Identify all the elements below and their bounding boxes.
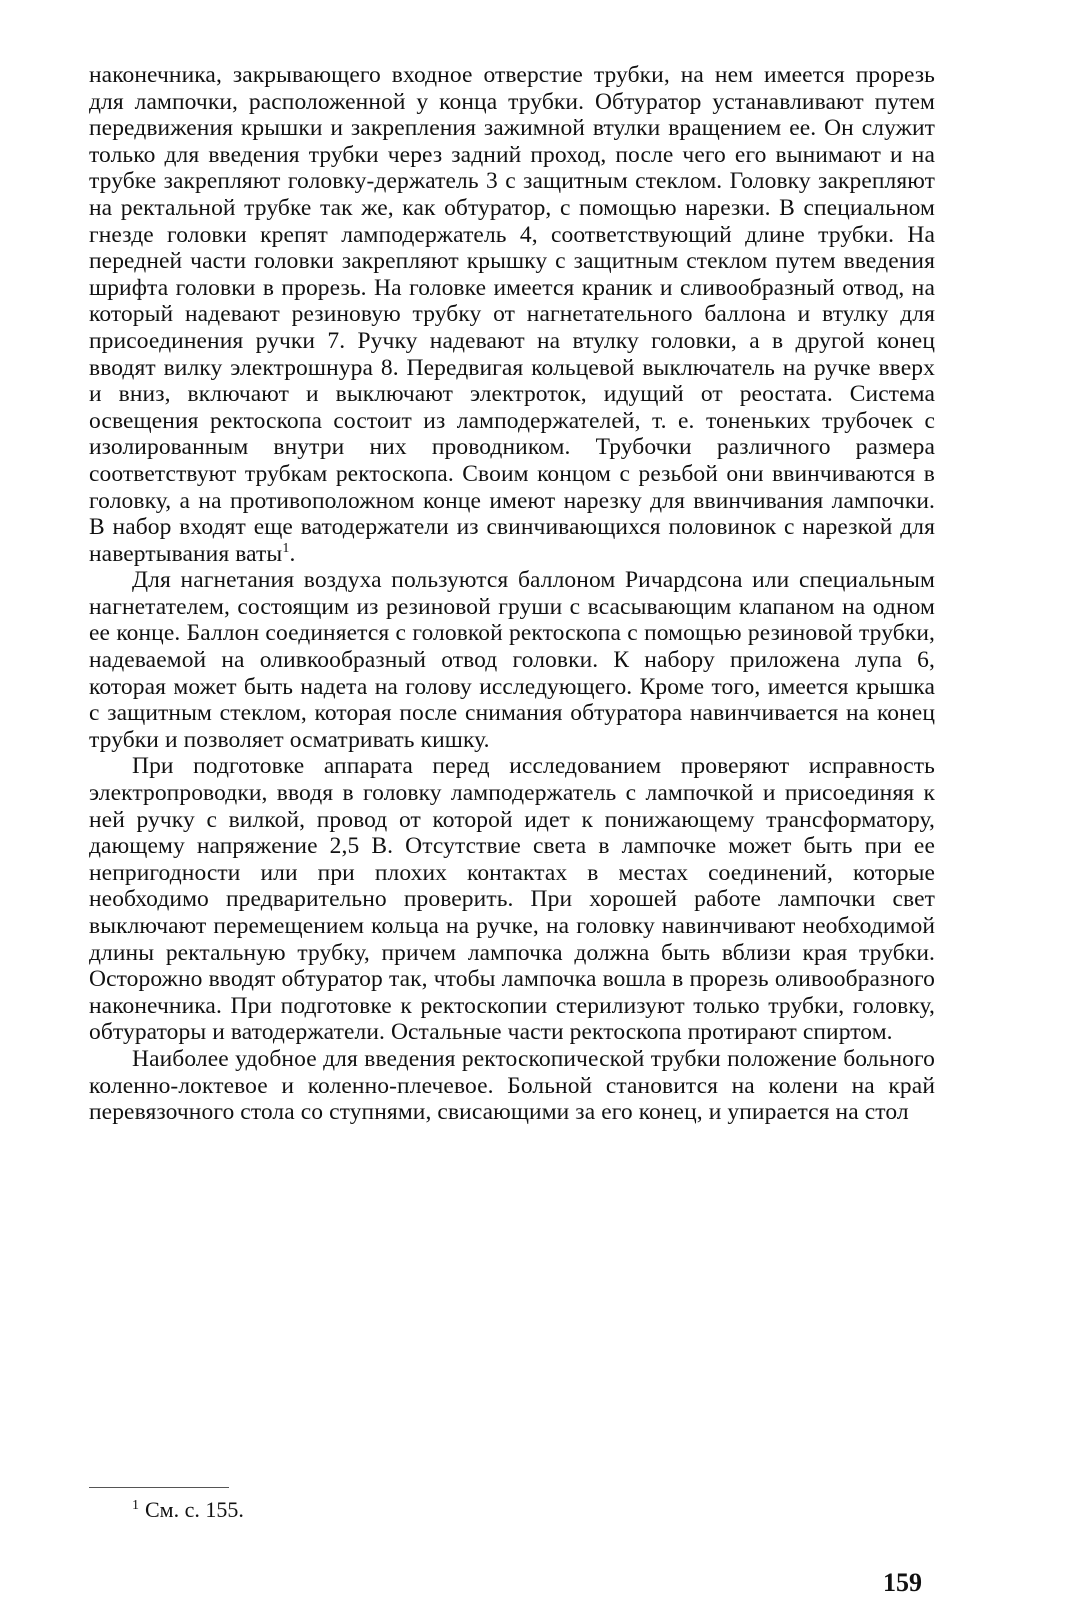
paragraph-1-text: наконечника, закрывающего входное отверстие трубки, на нем имеется прорезь для лампочки, расположенной у конца трубки. Обтуратор устанавливают путем передвижения крышки и закрепления зажимной втулки вращением ее. Он служит только для введения трубки через задний проход, после чего его вынимают и на трубке закрепляют головку-держатель 3 с защитным стеклом. Головку закрепляют на ректальной трубке так же, как обтуратор, с помощью нарезки. В специальном гнезде головки крепят ламподержатель 4, соответствующий длине трубки. На передней части головки закрепляют крышку с защитным стеклом путем введения шрифта головки в прорезь. На головке имеется краник и сливообразный отвод, на который надевают резиновую трубку от нагнетательного баллона и втулку для присоединения ручки 7. Ручку надевают на втулку головки, а в другой конец вводят вилку электрошнура 8. Передвигая кольцевой выключатель на ручке вверх и вниз, включают и выключают электроток, идущий от реостата. Система освещения ректоскопа состоит из ламподержателей, т. е. тоненьких трубочек с изолированным внутри них проводником. Трубочки различного размера соответствуют трубкам ректоскопа. Своим концом с резьбой они ввинчиваются в головку, а на противоположном конце имеют нарезку для ввинчивания лампочки. В набор входят еще ватодержатели из свинчивающихся половинок с нарезкой для навертывания ваты (89, 62, 935, 567)
paragraph-3: При подготовке аппарата перед исследованием проверяют исправность электропроводки, вводя в головку ламподержатель с лампочкой и присоединяя к ней ручку с вилкой, провод от которой идет к понижающему трансформатору, дающему напряжение 2,5 В. Отсутствие света в лампочке может быть при ее непригодности или при плохих контактах в местах соединений, которые необходимо предварительно проверить. При хорошей работе лампочки свет выключают перемещением кольца на ручке, на головку навинчивают необходимой длины ректальную трубку, причем лампочка должна быть вблизи края трубки. Осторожно вводят обтуратор так, чтобы лампочка вошла в прорезь оливообразного наконечника. При подготовке к ректоскопии стерилизуют только трубки, головку, обтураторы и ватодержатели. Остальные части ректоскопа протирают спиртом. (89, 753, 935, 1046)
paragraph-2: Для нагнетания воздуха пользуются баллоном Ричардсона или специальным нагнетателем, состоящим из резиновой груши с всасывающим клапаном на одном ее конце. Баллон соединяется с головкой ректоскопа с помощью резиновой трубки, надеваемой на оливкообразный отвод головки. К набору приложена лупа 6, которая может быть надета на голову исследующего. Кроме того, имеется крышка с защитным стеклом, которая после снимания обтуратора навинчивается на конец трубки и позволяет осматривать кишку. (89, 567, 935, 753)
footnote (132, 1497, 244, 1523)
footnote-reference: 1 (282, 540, 290, 556)
footnote-divider (89, 1487, 229, 1488)
footnote-text: См. с. 155. (145, 1497, 244, 1522)
page-body (89, 62, 935, 1126)
paragraph-1 (89, 62, 935, 567)
paragraph-1-tail: . (289, 540, 296, 567)
paragraph-4: Наиболее удобное для введения ректоскопической трубки положение больного коленно-локтевое и коленно-плечевое. Больной становится на колени на край перевязочного стола со ступнями, свисающими за его конец, и упирается на стол (89, 1045, 935, 1126)
footnote-marker: 1 (132, 1497, 139, 1513)
page-number: 159 (883, 1568, 922, 1597)
